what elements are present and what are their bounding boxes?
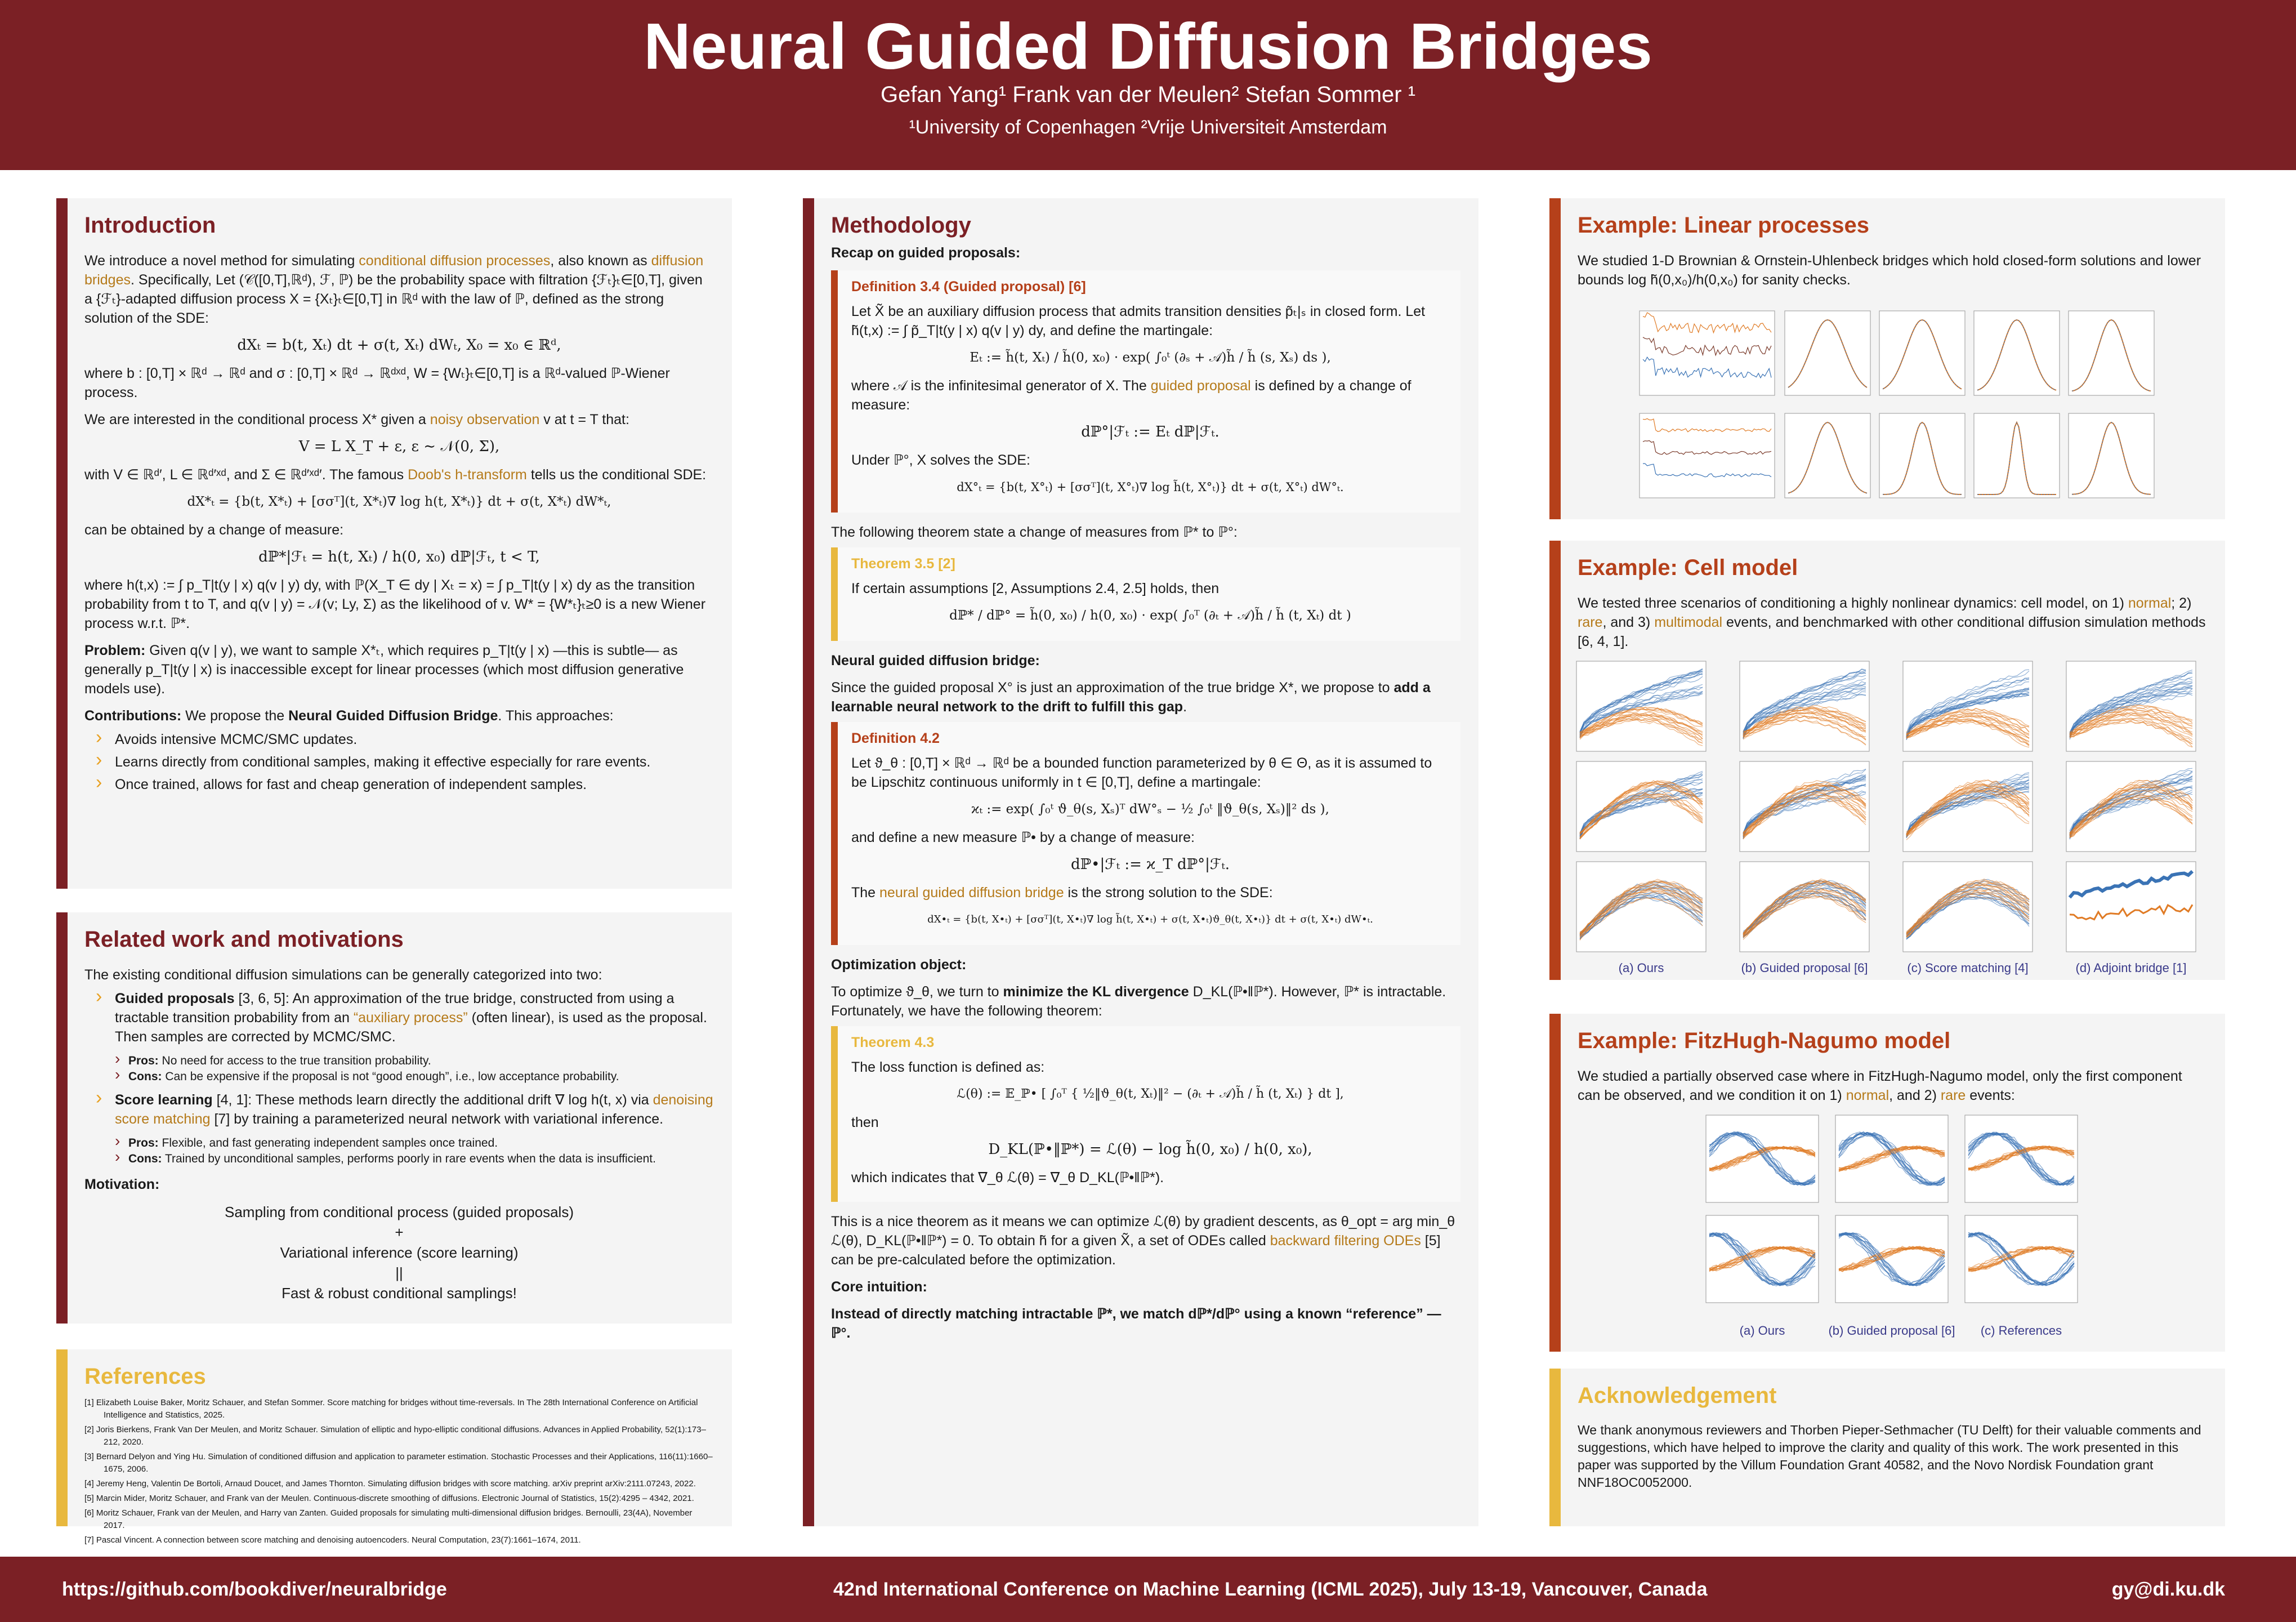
fhn-trajectory-plot xyxy=(1835,1115,1948,1202)
related-methods-list xyxy=(96,989,714,1046)
cell-trajectory-plot xyxy=(1740,661,1869,751)
list-item: › Once trained, allows for fast and cheap generation of independent samples. xyxy=(96,775,714,794)
histogram-plot xyxy=(1974,311,2060,395)
intro-paragraph-3: We are interested in the conditional process X* given a noisy observation v at t = T that: xyxy=(84,412,629,427)
histogram-plot xyxy=(1785,413,1870,498)
cell-trajectory-plot xyxy=(1576,761,1706,852)
after-theorem-paragraph: This is a nice theorem as it means we can optimize ℒ(θ) by gradient descents, as θ_opt = arg min_θ ℒ(θ), D_KL(ℙ•‖ℙ*) = 0. To obtain h̃ for a given X̃, a set of ODEs called backward filtering ODEs [5] can be pre-calculated before the optimization. xyxy=(831,1214,1455,1268)
radon-nikodym-equation: dℙ* / dℙ° = h̃(0, x₀) / h(0, x₀) · exp( ∫₀ᵀ (∂ₜ + 𝒜)h̃ / h̃ (t, Xₜ) dt ) xyxy=(949,608,1351,623)
acknowledgement-paragraph: We thank anonymous reviewers and Thorben Pieper-Sethmacher (TU Delft) for their valuable comments and suggestions, which have helped to improve the clarity and quality of this work. The work presented in this paper was supported by the Villum Foundation Grant 40582, and the Novo Nordisk Foundation grant NNF18OC0052000. xyxy=(1578,1423,2201,1490)
contributions-list xyxy=(96,730,714,794)
neural-bridge-paragraph: Since the guided proposal X° is just an approximation of the true bridge X*, we propose to add a learnable neural network to the drift to fulfill this gap. xyxy=(831,680,1431,715)
linear-processes-title: Example: Linear processes xyxy=(1578,213,1870,238)
motivation-label: Motivation: xyxy=(84,1177,160,1192)
histogram-plot xyxy=(1879,413,1965,498)
introduction-title: Introduction xyxy=(84,213,216,238)
cell-trajectory-plot xyxy=(1740,761,1869,852)
recap-heading: Recap on guided proposals: xyxy=(831,245,1021,261)
email-link[interactable]: gy@di.ku.dk xyxy=(2111,1579,2225,1600)
motivation-block: Sampling from conditional process (guided proposals) + Variational inference (score learning) || Fast & robust conditional samplings! xyxy=(225,1204,574,1302)
histogram-plot xyxy=(2069,311,2154,395)
histogram-plot xyxy=(1785,311,1870,395)
histogram-plot xyxy=(2069,413,2154,498)
list-item: › Pros: Flexible, and fast generating independent samples once trained. xyxy=(115,1135,714,1151)
neural-bridge-heading: Neural guided diffusion bridge: xyxy=(831,653,1040,669)
figure-caption: (a) Ours xyxy=(1618,961,1664,975)
loss-plot xyxy=(1640,413,1775,498)
cell-trajectory-plot xyxy=(1903,761,2033,852)
theorem-intro: The following theorem state a change of measures from ℙ* to ℙ°: xyxy=(831,524,1238,540)
github-link[interactable]: https://github.com/bookdiver/neuralbridge xyxy=(62,1579,447,1600)
fhn-paragraph: We studied a partially observed case where in FitzHugh-Nagumo model, only the first component can be observed, and we condition it on 1) normal, and 2) rare events: xyxy=(1578,1068,2182,1103)
cell-model-figure xyxy=(1576,661,2207,977)
fhn-trajectory-plot xyxy=(1706,1115,1819,1202)
fhn-trajectory-plot xyxy=(1706,1215,1819,1303)
cell-paragraph: We tested three scenarios of conditioning a highly nonlinear dynamics: cell model, on 1) normal; 2) rare, and 3) multimodal events, and benchmarked with other conditional diffusion simulation methods [6, 4, 1]. xyxy=(1578,595,2206,649)
kappa-martingale-equation: ϰₜ := exp( ∫₀ᵗ ϑ_θ(s, Xₛ)ᵀ dW°ₛ − ½ ∫₀ᵗ ‖ϑ_θ(s, Xₛ)‖² ds ), xyxy=(971,802,1329,817)
methodology-title: Methodology xyxy=(831,213,971,238)
theorem-3-5-box: Theorem 3.5 [2] If certain assumptions [2, Assumptions 2.4, 2.5] holds, then dℙ* / dℙ° = h̃(0, x₀) / h(0, x₀) · exp( ∫₀ᵀ (∂ₜ + 𝒜)h̃ / h̃ (t, Xₜ) dt ) xyxy=(831,547,1460,641)
reference-item: [5] Marcin Mider, Moritz Schauer, and Frank van der Meulen. Continuous-discrete smoothing of diffusions. Electronic Journal of Statistics, 15(2):4295 – 4342, 2021. xyxy=(84,1494,694,1503)
score-learning-pros-cons xyxy=(115,1135,714,1167)
figure-caption: (c) Score matching [4] xyxy=(1907,961,2029,975)
list-item: › Guided proposals [3, 6, 5]: An approximation of the true bridge, constructed from using a tractable transition probability from an “auxiliary process” (often linear), is used as the proposal. Then samples are corrected by MCMC/SMC. xyxy=(96,989,714,1046)
acknowledgement-title: Acknowledgement xyxy=(1578,1383,1777,1408)
problem-paragraph: Problem: Given q(v | y), we want to sample X*ₜ, which requires p_T|t(y | x) —this is subtle— as generally p_T|t(y | x) is inaccessible except for linear processes (which most diffusion generative models use). xyxy=(84,643,684,697)
theorem-4-3-title: Theorem 4.3 xyxy=(851,1035,935,1050)
list-item: › Cons: Can be expensive if the proposal is not “good enough”, i.e., low acceptance probability. xyxy=(115,1069,714,1085)
loss-equation: ℒ(θ) := 𝔼_ℙ• [ ∫₀ᵀ { ½‖ϑ_θ(t, Xₜ)‖² − (∂ₜ + 𝒜)h̃ / h̃ (t, Xₜ) } dt ], xyxy=(957,1087,1344,1101)
guided-proposal-pros-cons xyxy=(115,1053,714,1085)
contributions-paragraph: Contributions: We propose the Neural Guided Diffusion Bridge. This approaches: xyxy=(84,708,614,724)
cell-trajectory-plot xyxy=(1903,661,2033,751)
fhn-trajectory-plot xyxy=(1965,1115,2078,1202)
poster-title: Neural Guided Diffusion Bridges xyxy=(644,10,1652,83)
guided-sde-equation: dX°ₜ = {b(t, X°ₜ) + [σσᵀ](t, X°ₜ)∇ log h̃(t, X°ₜ)} dt + σ(t, X°ₜ) dW°ₜ. xyxy=(957,480,1344,494)
figure-caption: (b) Guided proposal [6] xyxy=(1828,1324,1955,1338)
poster-header xyxy=(0,0,2296,170)
methodology-panel xyxy=(803,198,1478,1526)
related-methods-list-2 xyxy=(96,1090,714,1129)
figure-caption: (a) Ours xyxy=(1739,1324,1785,1338)
references-list xyxy=(84,1397,714,1547)
cell-trajectory-plot xyxy=(1576,862,1706,952)
cell-trajectory-plot xyxy=(2066,661,2196,751)
definition-4-2-box: Definition 4.2 Let ϑ_θ : [0,T] × ℝᵈ → ℝᵈ be a bounded function parameterized by θ ∈ Θ, as it is assumed to be Lipschitz continuous uniformly in t ∈ [0,T], define a martingale: ϰₜ := exp( ∫₀ᵗ ϑ_θ(s, Xₛ)ᵀ dW°ₛ − ½ ∫₀ᵗ ‖ϑ_θ(s, Xₛ)‖² ds ), and define a new measure ℙ• by a change of measure: dℙ•|ℱₜ := ϰ_T dℙ°|ℱₜ. The neural guided diffusion bridge is the strong solution to the SDE: dX•ₜ = {b(t, X•ₜ) + [σσᵀ](t, X•ₜ)∇ log h̃(t, X•ₜ) + σ(t, X•ₜ)ϑ_θ(t, X•ₜ)} dt + σ(t, X•ₜ) dW•ₜ. xyxy=(831,722,1460,945)
histogram-plot xyxy=(1974,413,2060,498)
cell-trajectory-plot xyxy=(1903,862,2033,952)
fhn-trajectory-plot xyxy=(1835,1215,1948,1303)
definition-3-4-box: Definition 3.4 (Guided proposal) [6] Let X̃ be an auxiliary diffusion process that admits transition densities p̃ₜ|ₛ in closed form. Let h̃(t,x) := ∫ p̃_T|t(y | x) q(v | y) dy, and define the martingale: Eₜ := h̃(t, Xₜ) / h̃(0, x₀) · exp( ∫₀ᵗ (∂ₛ + 𝒜)h̃ / h̃ (s, Xₛ) ds ), where 𝒜 is the infinitesimal generator of X. The guided proposal is defined by a change of measure: dℙ°|ℱₜ := Eₜ dℙ|ℱₜ. Under ℙ°, X solves the SDE: dX°ₜ = {b(t, X°ₜ) + [σσᵀ](t, X°ₜ)∇ log h̃(t, X°ₜ)} dt + σ(t, X°ₜ) dW°ₜ. xyxy=(831,270,1460,513)
optimization-heading: Optimization object: xyxy=(831,957,967,973)
change-of-measure-equation: dℙ*|ℱₜ = h(t, Xₜ) / h(0, x₀) dℙ|ℱₜ, t < T, xyxy=(258,549,540,565)
acknowledgement-panel xyxy=(1549,1369,2225,1526)
figure-caption: (b) Guided proposal [6] xyxy=(1741,961,1868,975)
loss-plot xyxy=(1640,311,1775,395)
authors: Gefan Yang¹ Frank van der Meulen² Stefan Sommer ¹ xyxy=(880,82,1416,107)
optimization-paragraph: To optimize ϑ_θ, we turn to minimize the KL divergence D_KL(ℙ•‖ℙ*). However, ℙ* is intractable. Fortunately, we have the following theorem: xyxy=(831,984,1446,1019)
conference-label: 42nd International Conference on Machine Learning (ICML 2025), July 13-19, Vancouver, Canada xyxy=(833,1579,1708,1600)
cell-trajectory-plot xyxy=(2066,761,2196,852)
cell-trajectory-plot xyxy=(1576,661,1706,751)
list-item: › Avoids intensive MCMC/SMC updates. xyxy=(96,730,714,749)
reference-item: [4] Jeremy Heng, Valentin De Bortoli, Arnaud Doucet, and James Thornton. Simulating diffusion bridges with score matching. arXiv preprint arXiv:2111.07243, 2022. xyxy=(84,1479,696,1489)
core-intuition-heading: Core intuition: xyxy=(831,1279,927,1295)
reference-item: [2] Joris Bierkens, Frank Van Der Meulen, and Moritz Schauer. Simulation of elliptic and hypo-elliptic conditional diffusions. Advances in Applied Probability, 52(1):173–212, 2020. xyxy=(84,1425,706,1447)
cell-trajectory-plot xyxy=(2066,862,2196,952)
intro-paragraph-1: We introduce a novel method for simulating conditional diffusion processes, also known as diffusion bridges. Specifically, Let (𝒞([0,T],ℝᵈ), ℱ, ℙ) be the probability space with filtration {ℱₜ}ₜ∈[0,T], given a {ℱₜ}-adapted diffusion process X = {Xₜ}ₜ∈[0,T] in ℝᵈ with the law of ℙ, defined as the strong solution of the SDE: xyxy=(84,253,704,326)
intro-paragraph-5: can be obtained by a change of measure: xyxy=(84,522,344,538)
references-panel xyxy=(56,1349,732,1545)
martingale-equation: Eₜ := h̃(t, Xₜ) / h̃(0, x₀) · exp( ∫₀ᵗ (∂ₛ + 𝒜)h̃ / h̃ (s, Xₛ) ds ), xyxy=(970,350,1331,365)
references-title: References xyxy=(84,1364,206,1389)
guided-measure-equation: dℙ°|ℱₜ := Eₜ dℙ|ℱₜ. xyxy=(1081,424,1220,440)
linear-processes-figure xyxy=(1640,311,2157,502)
core-intuition-paragraph: Instead of directly matching intractable ℙ*, we match dℙ*/dℙ° using a known “reference” — ℙ°. xyxy=(831,1306,1441,1341)
sde-equation: dXₜ = b(t, Xₜ) dt + σ(t, Xₜ) dWₜ, X₀ = x₀ ∈ ℝᵈ, xyxy=(237,337,561,354)
intro-paragraph-4: with V ∈ ℝᵈ′, L ∈ ℝᵈ′ˣᵈ, and Σ ∈ ℝᵈ′ˣᵈ′. The famous Doob's h-transform tells us the conditional SDE: xyxy=(84,467,707,483)
reference-item: [7] Pascal Vincent. A connection between score matching and denoising autoencoders. Neural Computation, 23(7):1661–1674, 2011. xyxy=(84,1535,581,1545)
reference-item: [6] Moritz Schauer, Frank van der Meulen, and Harry van Zanten. Guided proposals for simulating multi-dimensional diffusion bridges. Bernoulli, 23(4A), November 2017. xyxy=(84,1508,693,1530)
intro-paragraph-2: where b : [0,T] × ℝᵈ → ℝᵈ and σ : [0,T] × ℝᵈ → ℝᵈˣᵈ, W = {Wₜ}ₜ∈[0,T] is a ℝᵈ-valued ℙ-Wiener process. xyxy=(84,366,670,400)
related-work-panel xyxy=(56,912,732,1324)
list-item: › Learns directly from conditional samples, making it effective especially for rare events. xyxy=(96,752,714,772)
fhn-trajectory-plot xyxy=(1965,1215,2078,1303)
list-item: › Pros: No need for access to the true transition probability. xyxy=(115,1053,714,1069)
observation-equation: V = L X_T + ε, ε ∼ 𝒩(0, Σ), xyxy=(298,438,500,455)
list-item: › Cons: Trained by unconditional samples, performs poorly in rare events when the data is insufficient. xyxy=(115,1151,714,1167)
cell-model-title: Example: Cell model xyxy=(1578,555,1798,580)
neural-measure-equation: dℙ•|ℱₜ := ϰ_T dℙ°|ℱₜ. xyxy=(1070,856,1230,873)
fitzhugh-nagumo-title: Example: FitzHugh-Nagumo model xyxy=(1578,1028,1951,1053)
reference-item: [3] Bernard Delyon and Ying Hu. Simulation of conditioned diffusion and application to parameter estimation. Stochastic Processes and their Applications, 116(11):1660–1675, 2006. xyxy=(84,1452,713,1474)
fitzhugh-nagumo-figure xyxy=(1706,1115,2078,1340)
figure-caption: (d) Adjoint bridge [1] xyxy=(2075,961,2187,975)
conditional-sde-equation: dX*ₜ = {b(t, X*ₜ) + [σσᵀ](t, X*ₜ)∇ log h(t, X*ₜ)} dt + σ(t, X*ₜ) dW*ₜ, xyxy=(187,494,611,509)
theorem-4-3-box: Theorem 4.3 The loss function is defined as: ℒ(θ) := 𝔼_ℙ• [ ∫₀ᵀ { ½‖ϑ_θ(t, Xₜ)‖² − (∂ₜ + 𝒜)h̃ / h̃ (t, Xₜ) } dt ], then D_KL(ℙ•‖ℙ*) = ℒ(θ) − log h̃(0, x₀) / h(0, x₀), which indicates that ∇_θ ℒ(θ) = ∇_θ D_KL(ℙ•‖ℙ*). xyxy=(831,1026,1460,1202)
affiliations: ¹University of Copenhagen ²Vrije Universiteit Amsterdam xyxy=(909,117,1387,138)
cell-trajectory-plot xyxy=(1740,862,1869,952)
intro-paragraph-6: where h(t,x) := ∫ p_T|t(y | x) q(v | y) dy, with ℙ(X_T ∈ dy | Xₜ = x) = ∫ p_T|t(y | x) dy as the transition probability from t to T, and q(v | y) = 𝒩(v; Ly, Σ) as the likelihood of v. W* = {W*ₜ}ₜ≥0 is a new Wiener process w.r.t. ℙ*. xyxy=(84,577,706,631)
definition-4-2-title: Definition 4.2 xyxy=(851,730,940,746)
introduction-panel xyxy=(56,198,732,889)
poster-footer xyxy=(0,1557,2296,1622)
neural-sde-equation: dX•ₜ = {b(t, X•ₜ) + [σσᵀ](t, X•ₜ)∇ log h̃(t, X•ₜ) + σ(t, X•ₜ)ϑ_θ(t, X•ₜ)} dt + σ(t, X•ₜ) dW•ₜ. xyxy=(927,914,1373,925)
linear-paragraph: We studied 1-D Brownian & Ornstein-Uhlenbeck bridges which hold closed-form solutions and lower bounds log h̃(0,x₀)/h(0,x₀) for sanity checks. xyxy=(1578,253,2201,288)
definition-3-4-title: Definition 3.4 (Guided proposal) [6] xyxy=(851,279,1086,295)
histogram-plot xyxy=(1879,311,1965,395)
figure-caption: (c) References xyxy=(1980,1324,2062,1338)
list-item: › Score learning [4, 1]: These methods learn directly the additional drift ∇ log h(t, x) via denoising score matching [7] by training a parameterized neural network with variational inference. xyxy=(96,1090,714,1129)
related-work-title: Related work and motivations xyxy=(84,927,404,952)
reference-item: [1] Elizabeth Louise Baker, Moritz Schauer, and Stefan Sommer. Score matching for bridges without time-reversals. In The 28th International Conference on Artificial Intelligence and Statistics, 2025. xyxy=(84,1398,698,1420)
kl-equation: D_KL(ℙ•‖ℙ*) = ℒ(θ) − log h̃(0, x₀) / h(0, x₀), xyxy=(988,1141,1312,1158)
related-paragraph-1: The existing conditional diffusion simulations can be generally categorized into two: xyxy=(84,967,602,983)
theorem-3-5-title: Theorem 3.5 [2] xyxy=(851,556,955,572)
